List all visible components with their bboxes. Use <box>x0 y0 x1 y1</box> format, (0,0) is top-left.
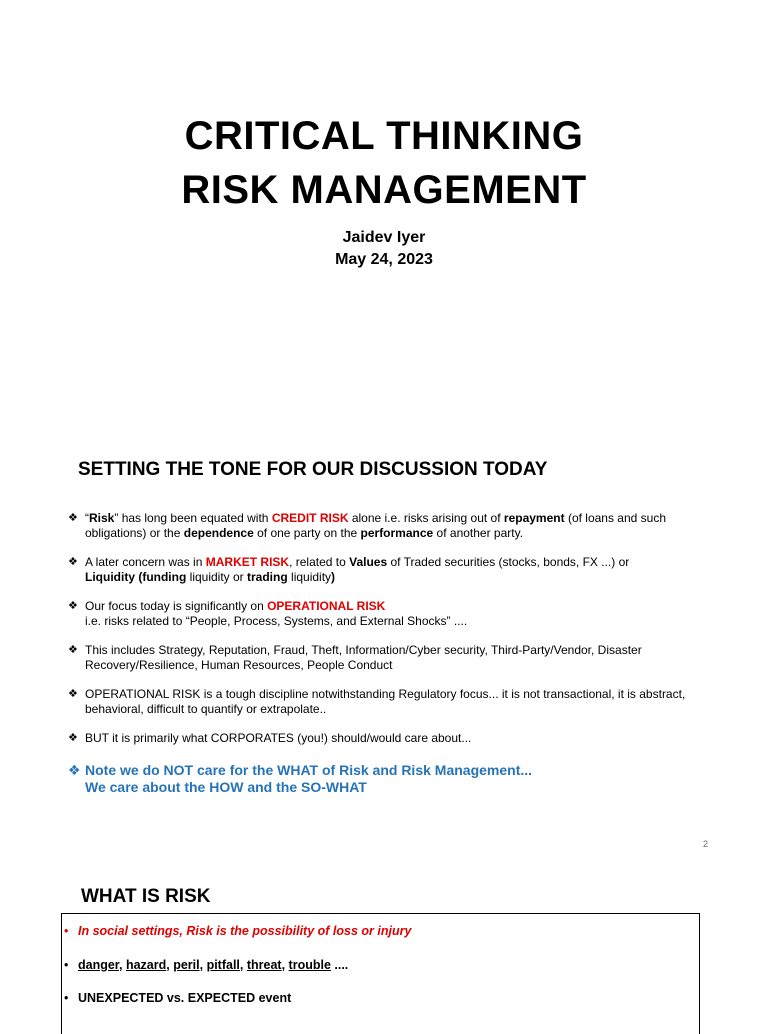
note-line-1: Note we do NOT care for the WHAT of Risk and Risk Management... <box>85 762 533 778</box>
synonym-trouble: trouble <box>288 958 331 972</box>
note-line-2: We care about the HOW and the SO-WHAT <box>85 779 367 795</box>
page-number: 2 <box>703 839 709 849</box>
diamond-bullet-icon: ❖ <box>68 644 78 656</box>
title-line-1: CRITICAL THINKING <box>184 114 584 158</box>
bullet-dot-icon: • <box>64 924 69 938</box>
bullet-operational-risk: ❖ Our focus today is significantly on OPERATIONAL RISK i.e. risks related to “People, Process, Systems, and External Shocks” .... <box>68 599 468 628</box>
section-heading-tone: SETTING THE TONE FOR OUR DISCUSSION TODAY <box>78 459 548 480</box>
diamond-bullet-icon: ❖ <box>68 688 78 700</box>
risk-definition-box <box>61 913 700 1034</box>
synonym-hazard: hazard <box>125 958 167 972</box>
diamond-bullet-icon: ❖ <box>68 600 78 612</box>
diamond-bullet-icon: ❖ <box>68 556 78 568</box>
risk-item-synonyms: • danger, hazard, peril, pitfall, threat, trouble .... <box>64 958 349 972</box>
bullet-credit-risk: ❖ “Risk” has long been equated with CREDIT RISK alone i.e. risks arising out of repayment (of loans and such obligations) or the dependence of one party on the performance of another party. <box>68 511 667 540</box>
bullet-tough-discipline: ❖ OPERATIONAL RISK is a tough discipline notwithstanding Regulatory focus... it is not transactional, it is abstract, behavioral, difficult to quantify or extrapolate.. <box>68 687 686 716</box>
bullet-dot-icon: • <box>64 958 69 972</box>
risk-item-social: • In social settings, Risk is the possibility of loss or injury <box>64 924 412 938</box>
risk-item-unexpected: • UNEXPECTED vs. EXPECTED event <box>64 991 292 1005</box>
synonym-danger: danger <box>78 958 119 972</box>
bullet-market-risk: ❖ A later concern was in MARKET RISK, related to Values of Traded securities (stocks, bonds, FX ...) or Liquidity (funding liquidity or trading liquidity) <box>68 555 630 584</box>
diamond-bullet-icon: ❖ <box>68 762 81 778</box>
synonym-threat: threat <box>246 958 282 972</box>
diamond-bullet-icon: ❖ <box>68 512 78 524</box>
synonym-peril: peril <box>173 958 200 972</box>
bullet-includes: ❖ This includes Strategy, Reputation, Fraud, Theft, Information/Cyber security, Third-Party/Vendor, Disaster Recovery/Resilience, Human Resources, People Conduct <box>68 643 642 672</box>
synonym-pitfall: pitfall <box>206 958 240 972</box>
note-callout <box>68 762 708 796</box>
diamond-bullet-icon: ❖ <box>68 732 78 744</box>
author-name: Jaidev Iyer <box>342 229 426 246</box>
bullet-corporates: ❖ BUT it is primarily what CORPORATES (you!) should/would care about... <box>68 731 472 745</box>
bullet-dot-icon: • <box>64 991 69 1005</box>
presentation-date: May 24, 2023 <box>335 251 433 268</box>
section-heading-what-is-risk: WHAT IS RISK <box>81 886 211 907</box>
title-line-2: RISK MANAGEMENT <box>181 168 587 212</box>
